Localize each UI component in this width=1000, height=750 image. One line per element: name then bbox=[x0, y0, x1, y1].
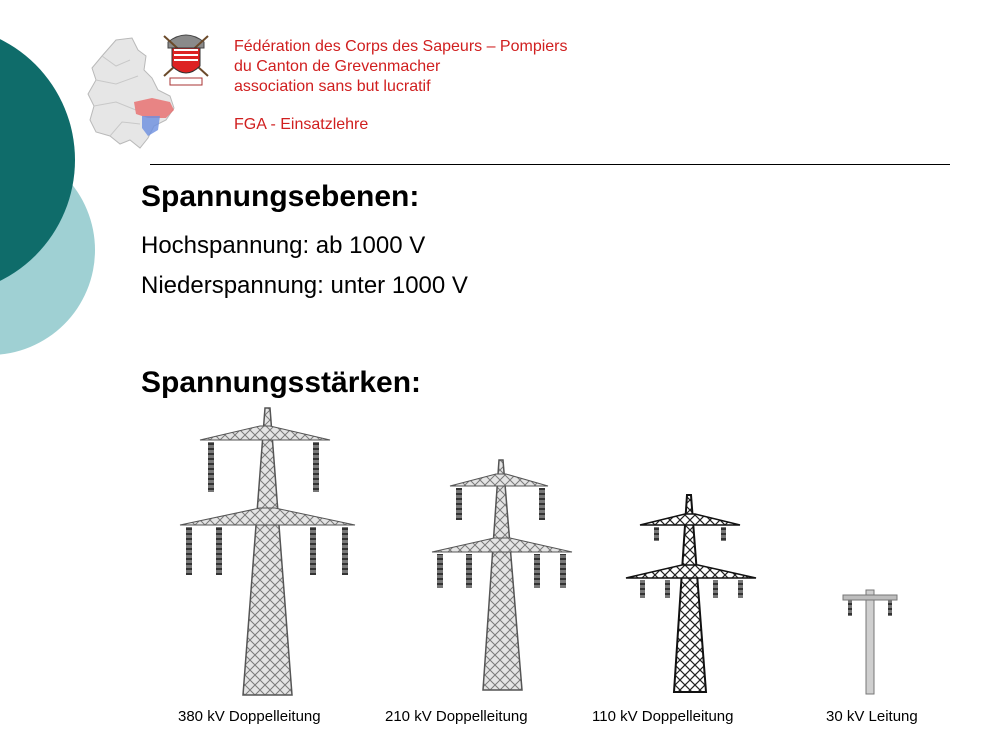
list-item-niederspannung: Niederspannung: unter 1000 V bbox=[141, 272, 468, 299]
pylon-380kv-icon bbox=[180, 408, 355, 695]
caption-110kv: 110 kV Doppelleitung bbox=[592, 708, 734, 725]
pole-30kv-icon bbox=[843, 590, 897, 694]
list-item-hochspannung: Hochspannung: ab 1000 V bbox=[141, 232, 426, 259]
org-name-line-2: du Canton de Grevenmacher bbox=[234, 58, 441, 75]
section-title-spannungsebenen: Spannungsebenen: bbox=[141, 180, 420, 213]
section-title-spannungsstaerken: Spannungsstärken: bbox=[141, 366, 422, 399]
org-name-line-1: Fédération des Corps des Sapeurs – Pompiers bbox=[234, 38, 568, 55]
subtitle: FGA - Einsatzlehre bbox=[234, 116, 369, 133]
caption-30kv: 30 kV Leitung bbox=[826, 708, 918, 725]
fire-brigade-crest-logo bbox=[160, 28, 212, 88]
caption-380kv: 380 kV Doppelleitung bbox=[178, 708, 321, 725]
towers-illustration bbox=[150, 400, 950, 700]
organization-header bbox=[234, 37, 568, 135]
header-divider bbox=[150, 164, 950, 165]
pylon-110kv-icon bbox=[626, 495, 756, 692]
caption-210kv: 210 kV Doppelleitung bbox=[385, 708, 528, 725]
pylon-210kv-icon bbox=[432, 460, 572, 690]
org-name-line-3: association sans but lucratif bbox=[234, 78, 431, 95]
